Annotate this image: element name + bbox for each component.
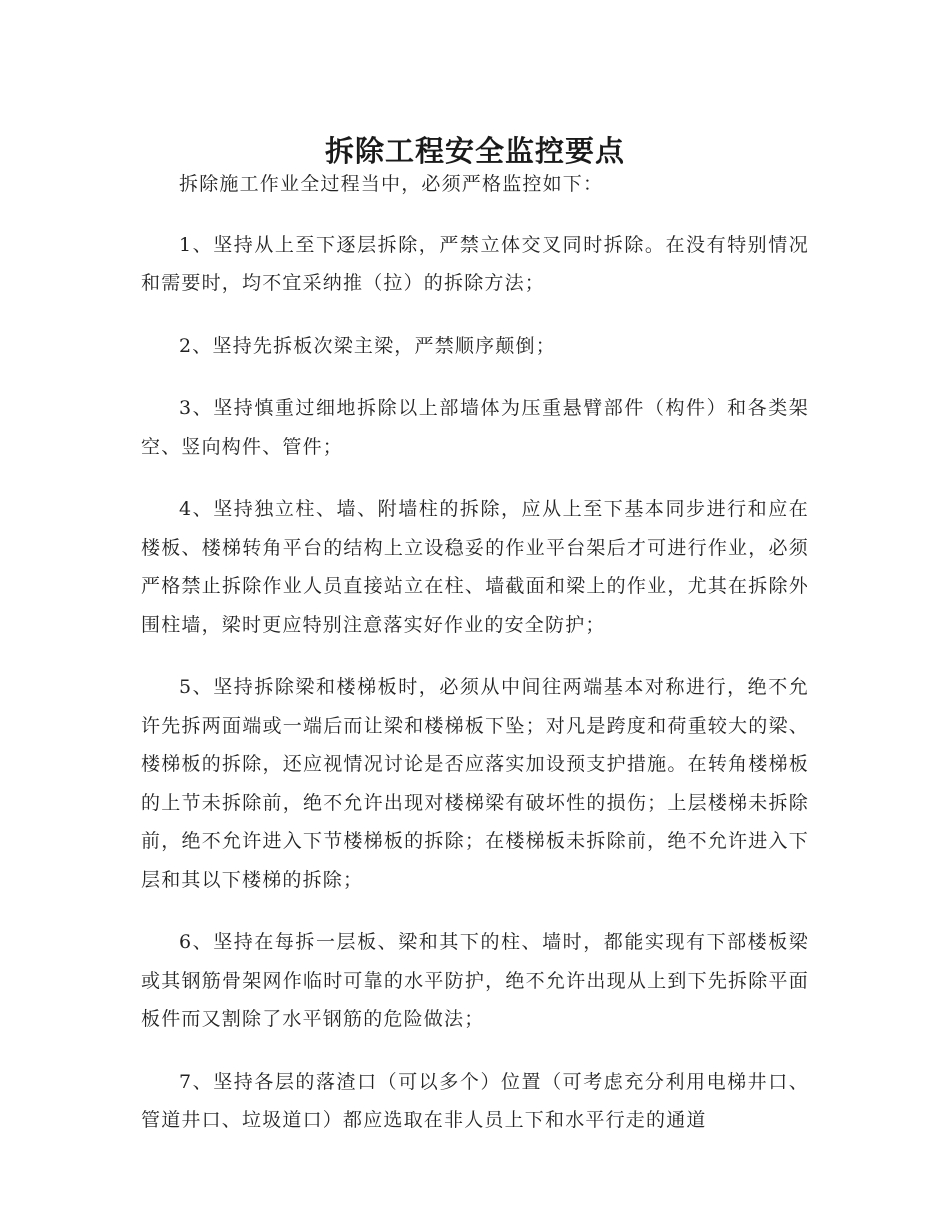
paragraph-item-6: 6、坚持在每拆一层板、梁和其下的柱、墙时，都能实现有下部楼板梁或其钢筋骨架网作临时可靠的水平防护，绝不允许出现从上到下先拆除平面板件而又割除了水平钢筋的危险做法； [141,931,809,1030]
paragraph-item-4: 4、坚持独立柱、墙、附墙柱的拆除，应从上至下基本同步进行和应在楼板、楼梯转角平台的结构上立设稳妥的作业平台架后才可进行作业，必须严格禁止拆除作业人员直接站立在柱、墙截面和梁上的作业，尤其在拆除外围柱墙，梁时更应特别注意落实好作业的安全防护； [141,498,809,636]
paragraph-item-5: 5、坚持拆除梁和楼梯板时，必须从中间往两端基本对称进行，绝不允许先拆两面端或一端后而让梁和楼梯板下坠；对凡是跨度和荷重较大的梁、楼梯板的拆除，还应视情况讨论是否应落实加设预支护措施。在转角楼梯板的上节未拆除前，绝不允许出现对楼梯梁有破坏性的损伤；上层楼梯未拆除前，绝不允许进入下节楼梯板的拆除；在楼梯板未拆除前，绝不允许进入下层和其以下楼梯的拆除； [141,676,809,891]
paragraph-item-3: 3、坚持慎重过细地拆除以上部墙体为压重悬臂部件（构件）和各类架空、竖向构件、管件； [141,397,809,458]
paragraph-item-7: 7、坚持各层的落渣口（可以多个）位置（可考虑充分利用电梯井口、管道井口、垃圾道口）都应选取在非人员上下和水平行走的通道 [141,1070,809,1131]
document-body [141,165,809,1164]
paragraph-item-1: 1、坚持从上至下逐层拆除，严禁立体交叉同时拆除。在没有特别情况和需要时，均不宜采纳推（拉）的拆除方法； [141,233,809,294]
intro-paragraph: 拆除施工作业全过程当中，必须严格监控如下： [179,173,604,195]
document-title: 拆除工程安全监控要点 [324,134,625,169]
paragraph-item-2: 2、坚持先拆板次梁主梁，严禁顺序颠倒； [179,334,556,357]
